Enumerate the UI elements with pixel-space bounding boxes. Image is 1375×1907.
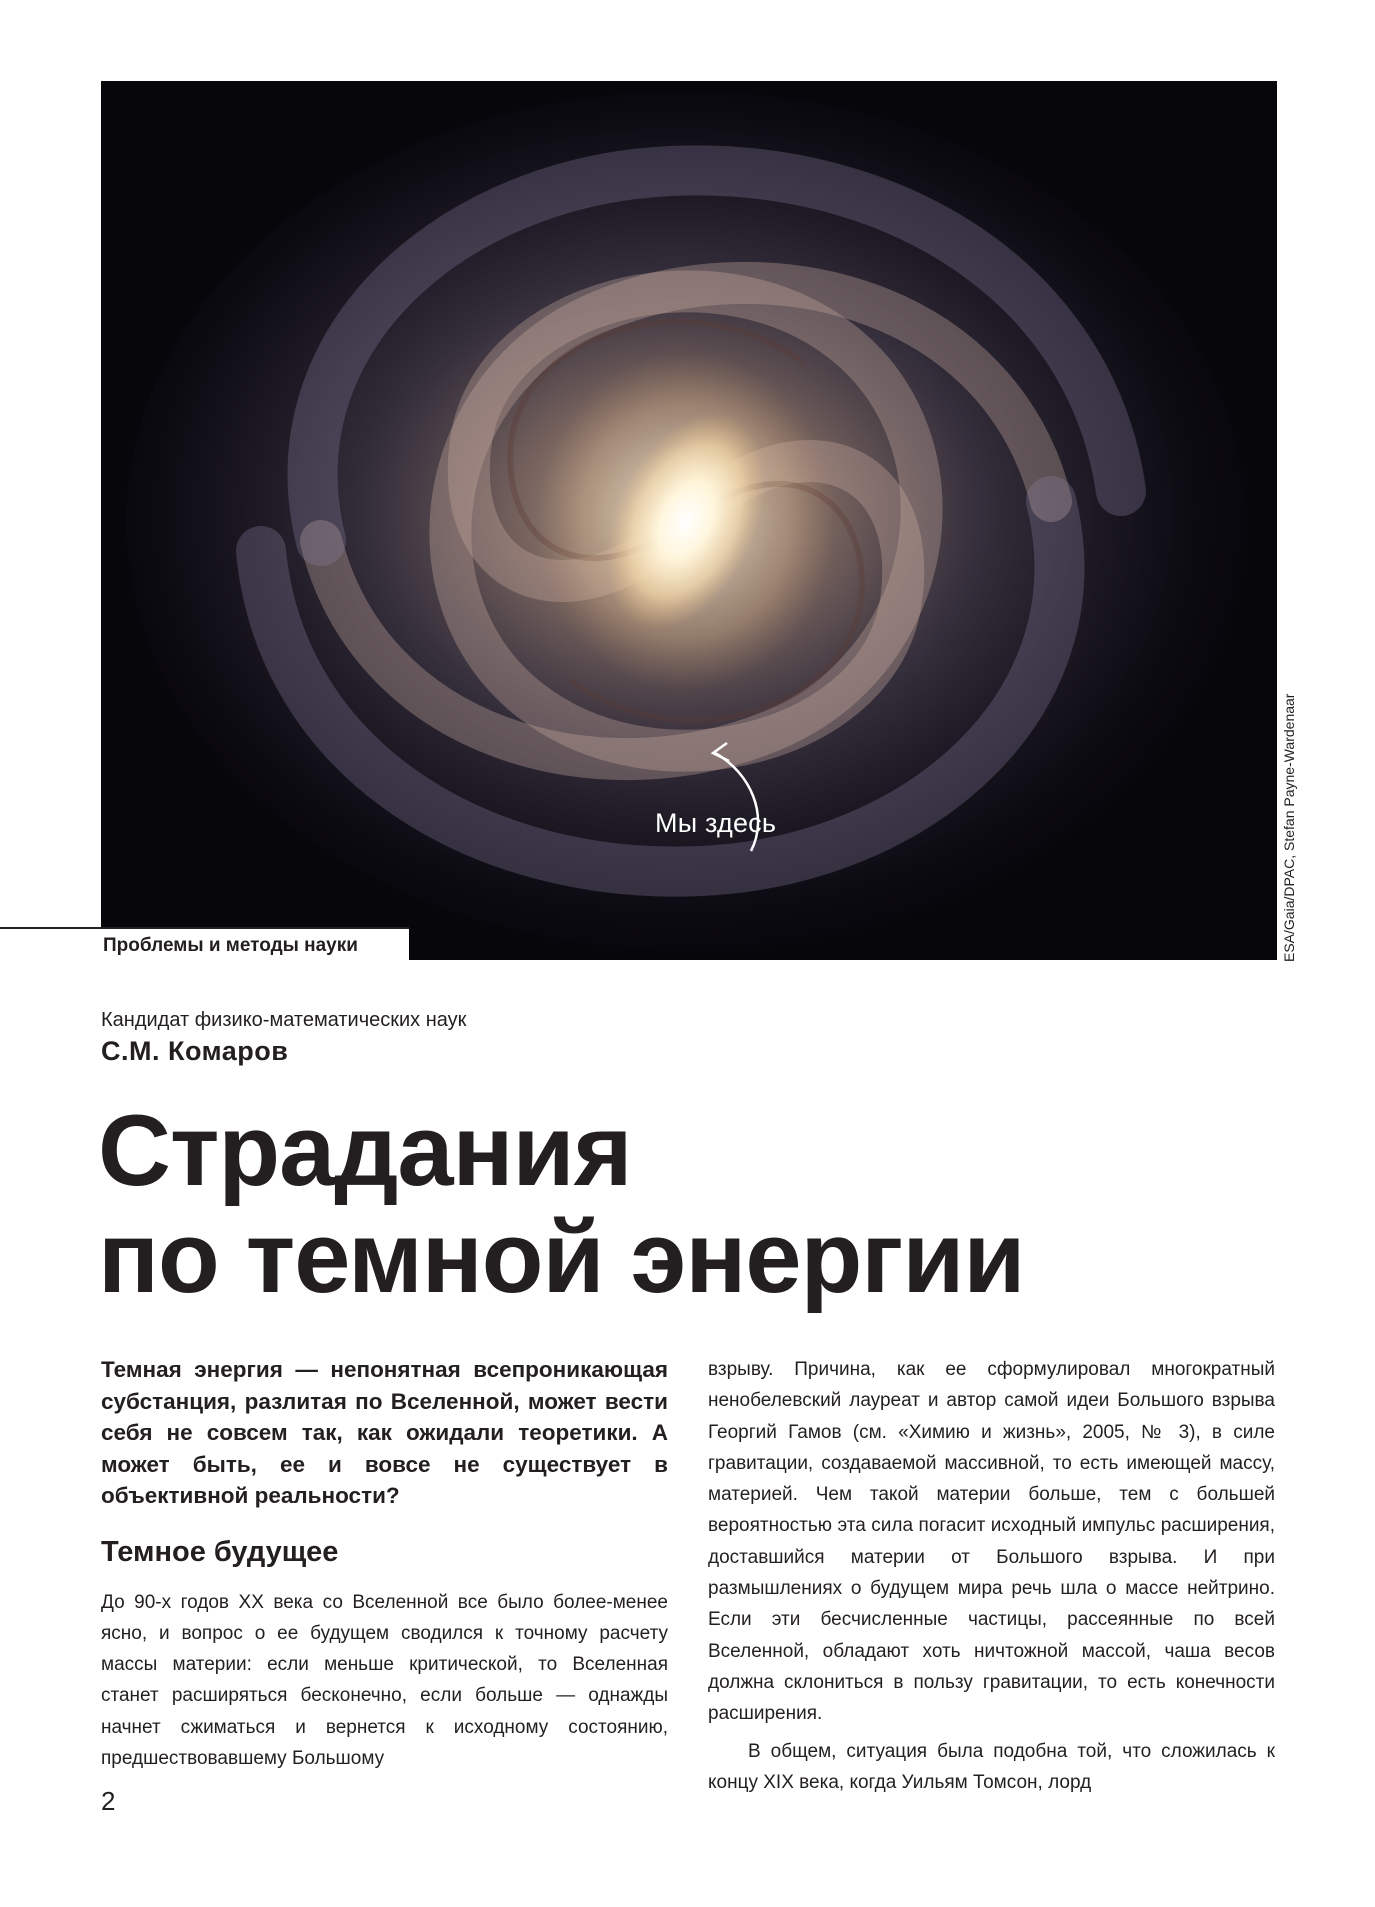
right-column bbox=[708, 1354, 1275, 1798]
subheading: Темное будущее bbox=[101, 1535, 339, 1568]
author-name: С.М. Комаров bbox=[101, 1036, 289, 1066]
lead-paragraph: Темная энергия — непонятная всепроникающая субстанция, разлитая по Вселенной, может вести себя не совсем так, как ожидали теоретики. А может быть, ее и вовсе не существует в объективной реальности? bbox=[101, 1357, 668, 1508]
title-line-2: по темной энергии bbox=[98, 1202, 1025, 1314]
body-paragraph: В общем, ситуация была подобна той, что сложилась к концу XIX века, когда Уильям Томсон, лорд bbox=[708, 1740, 1275, 1793]
body-paragraph: До 90-х годов XX века со Вселенной все было более-менее ясно, и вопрос о ее будущем сводился к точному расчету массы материи: если меньше критической, то Вселенная станет расширяться бесконечно, если больше — однажды начнет сжиматься и вернется к исходному состоянию, предшествовавшему Большому bbox=[101, 1591, 668, 1769]
body-paragraph: взрыву. Причина, как ее сформулировал многократный ненобелевский лауреат и автор самой идеи Большого взрыва Георгий Гамов (см. «Химию и жизнь», 2005, № 3), в силе гравитации, создаваемой массивной, то есть имеющей массу, материей. Чем такой материи больше, тем с большей вероятностью эта сила погасит исходный импульс расширения, доставшийся материи от Большого взрыва. И при размышлениях о будущем мира речь шла о массе нейтрино. Если эти бесчисленные частицы, рассеянные по всей Вселенной, обладают хоть ничтожной массой, чаша весов должна склониться в пользу гравитации, то есть конечности расширения. bbox=[708, 1359, 1275, 1725]
hero-caption-we-are-here: Мы здесь bbox=[655, 808, 777, 838]
article-title bbox=[98, 1095, 1025, 1314]
left-column bbox=[101, 1354, 668, 1774]
photo-credit: ESA/Gaia/DPAC, Stefan Payne-Wardenaar bbox=[1281, 693, 1297, 962]
author-degree: Кандидат физико-математических наук bbox=[101, 1009, 467, 1031]
title-line-1: Страдания bbox=[98, 1095, 632, 1207]
section-tab bbox=[0, 927, 409, 960]
section-label: Проблемы и методы науки bbox=[103, 935, 358, 956]
hero-galaxy-image bbox=[101, 81, 1277, 960]
page-number: 2 bbox=[101, 1786, 116, 1816]
